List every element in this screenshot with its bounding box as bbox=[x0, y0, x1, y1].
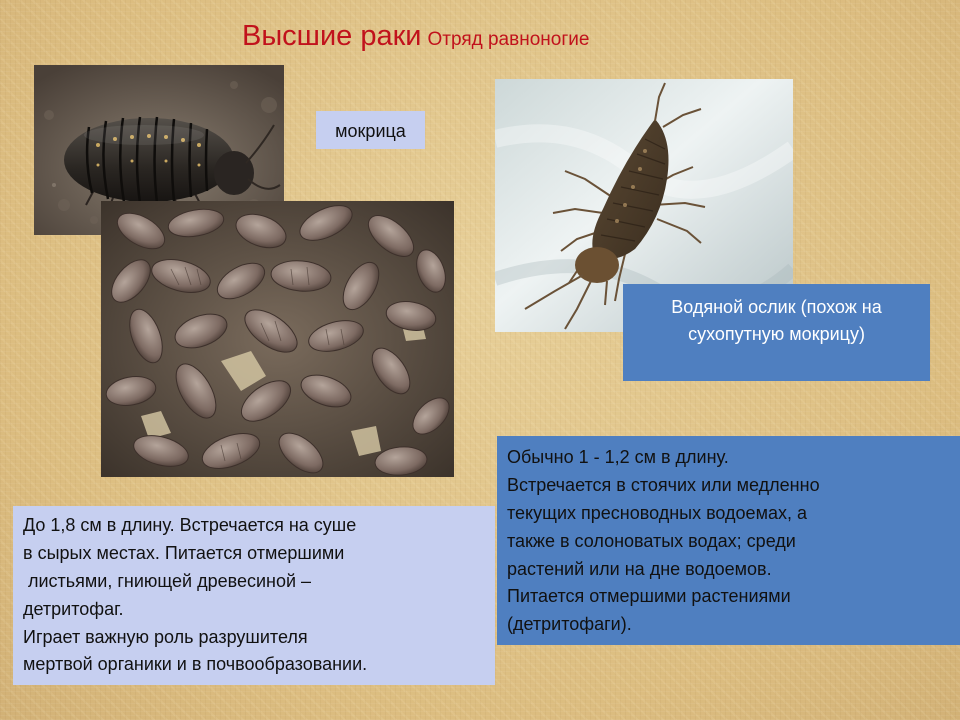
water-louse-description-line: (детритофаги). bbox=[507, 614, 632, 635]
slide-title bbox=[242, 20, 589, 53]
water-louse-description-line: Обычно 1 - 1,2 см в длину. bbox=[507, 447, 729, 467]
mokritsa-description-line: листьями, гниющей древесиной – bbox=[23, 570, 312, 591]
mokritsa-description bbox=[13, 506, 495, 685]
title-sub: Отряд равноногие bbox=[427, 29, 590, 50]
water-louse-label-line-2: сухопутную мокрицу) bbox=[688, 324, 865, 344]
water-louse-description-line: Встречается в стоячих или медленно bbox=[507, 474, 820, 495]
mokritsa-label: мокрица bbox=[316, 111, 425, 149]
water-louse-description-line: также в солоноватых водах; среди bbox=[507, 530, 796, 551]
mokritsa-description-line: мертвой органики и в почвообразовании. bbox=[23, 654, 368, 675]
water-louse-label bbox=[623, 284, 930, 381]
woodlice-cluster-photo bbox=[101, 201, 454, 477]
mokritsa-description-line: До 1,8 см в длину. Встречается на суше bbox=[23, 515, 357, 535]
mokritsa-description-line: детритофаг. bbox=[23, 598, 124, 619]
water-louse-description-line: текущих пресноводных водоемах, а bbox=[507, 502, 807, 523]
water-louse-description-line: растений или на дне водоемов. bbox=[507, 558, 772, 579]
water-louse-label-line-1: Водяной ослик (похож на bbox=[671, 297, 882, 317]
mokritsa-description-line: в сырых местах. Питается отмершими bbox=[23, 542, 345, 563]
title-main: Высшие раки bbox=[242, 20, 422, 52]
mokritsa-description-line: Играет важную роль разрушителя bbox=[23, 626, 308, 647]
water-louse-description bbox=[497, 436, 960, 645]
water-louse-description-line: Питается отмершими растениями bbox=[507, 586, 791, 607]
